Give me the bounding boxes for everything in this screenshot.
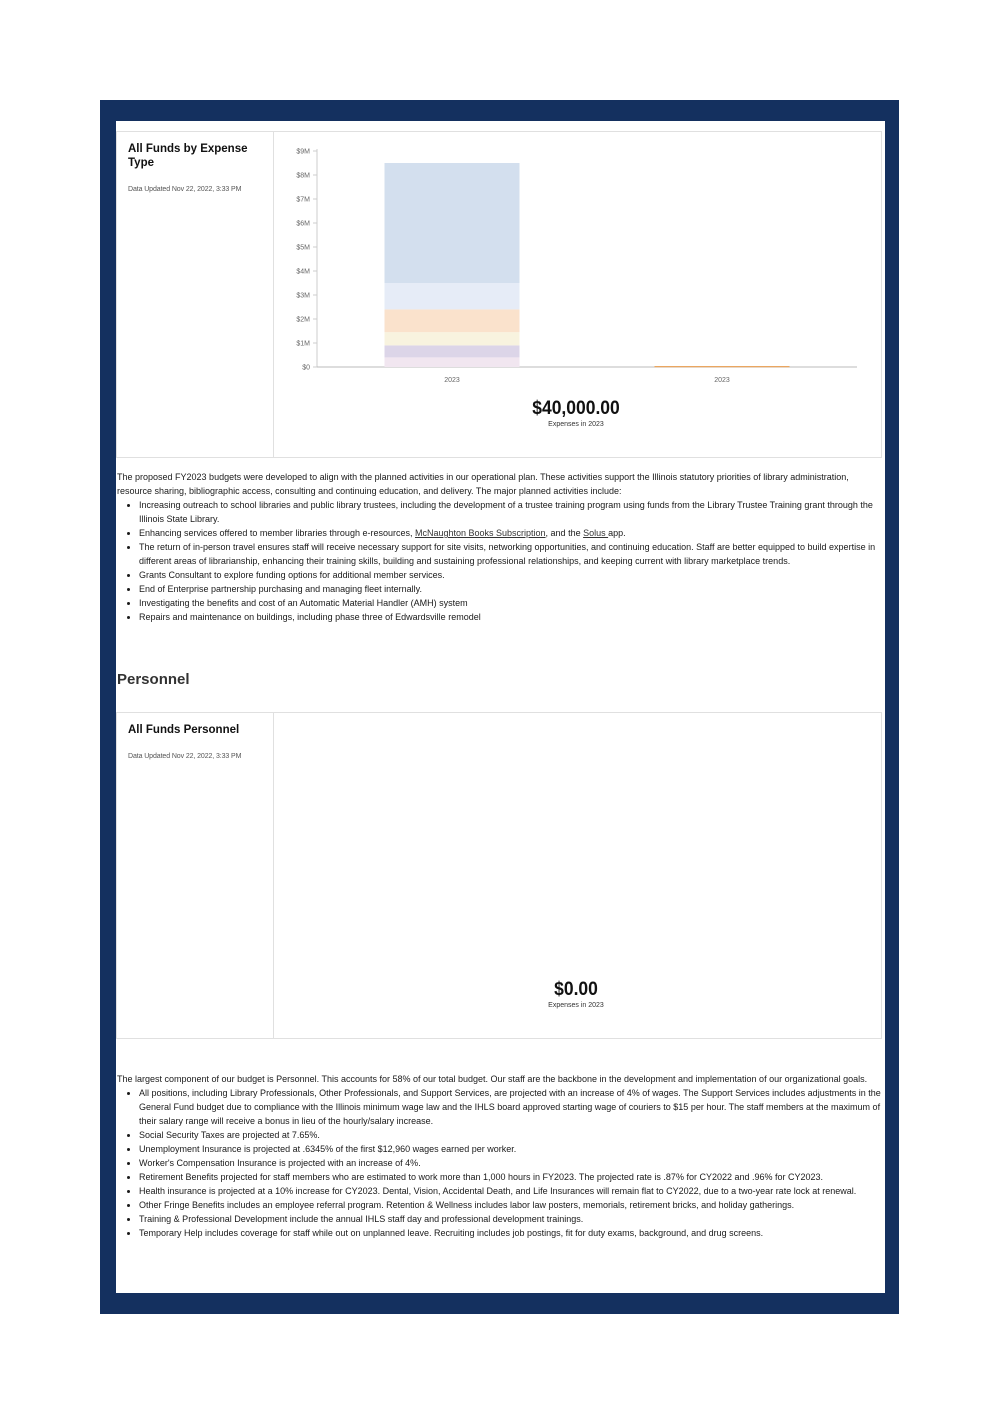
- list-item: • Grants Consultant to explore funding options for additional member services.: [139, 568, 881, 582]
- bar-segment: [385, 332, 520, 345]
- expense-total-label: Expenses in 2023: [548, 421, 604, 428]
- bar-segment: [385, 163, 520, 283]
- bar-segment: [655, 366, 790, 367]
- personnel-list: [117, 1086, 881, 1240]
- list-item: • Health insurance is projected at a 10% increase for CY2023. Dental, Vision, Accidental Death, and Life Insurances will remain flat to CY2022, due to a two-year rate lock at renewal.: [139, 1184, 881, 1198]
- expense-description: [117, 470, 881, 624]
- personnel-intro: The largest component of our budget is Personnel. This accounts for 58% of our total budget. Our staff are the backbone in the development and implementation of our organizational goals.: [117, 1074, 868, 1084]
- list-item: • Repairs and maintenance on buildings, including phase three of Edwardsville remodel: [139, 610, 881, 624]
- list-item: • Other Fringe Benefits includes an employee referral program. Retention & Wellness includes labor law posters, memorials, retirement bricks, and holiday gatherings.: [139, 1198, 881, 1212]
- bar-segment: [385, 357, 520, 367]
- activity-list: [117, 498, 881, 624]
- personnel-card: [116, 712, 882, 1039]
- y-tick-label: $3M: [296, 292, 310, 300]
- list-item: • End of Enterprise partnership purchasing and managing fleet internally.: [139, 582, 881, 596]
- list-item: • Training & Professional Development include the annual IHLS staff day and professional development trainings.: [139, 1212, 881, 1226]
- y-tick-label: $8M: [296, 172, 310, 180]
- personnel-heading: Personnel: [117, 671, 190, 688]
- data-updated-label: Data Updated Nov 22, 2022, 3:33 PM: [128, 186, 242, 193]
- card-title: All Funds by Expense Type: [128, 143, 248, 169]
- list-item: • Investigating the benefits and cost of an Automatic Material Handler (AMH) system: [139, 596, 881, 610]
- list-item: • Temporary Help includes coverage for staff while out on unplanned leave. Recruiting includes job postings, fit for duty exams, background, and drug screens.: [139, 1226, 881, 1240]
- y-tick-label: $6M: [296, 220, 310, 228]
- card-sidebar: [117, 713, 274, 1038]
- list-item: • All positions, including Library Professionals, Other Professionals, and Support Services, are projected with an increase of 4% of wages. The Support Services includes adjustments in the General Fund budget due to compliance with the Illinois minimum wage law and the IHLS board approved starting wage of couriers to $15 per hour. The staff members at the maximum of their salary range will receive a bonus in lieu of the hourly/salary increase.: [139, 1086, 881, 1128]
- expense-intro: The proposed FY2023 budgets were developed to align with the planned activities in our operational plan. These activities support the Illinois statutory priorities of library administration, resource sharing, bibliographic access, consulting and continuing education, and delivery. The major planned activities include:: [117, 472, 849, 496]
- list-item: [139, 526, 881, 540]
- data-updated-label: Data Updated Nov 22, 2022, 3:33 PM: [128, 753, 242, 760]
- personnel-total-amount: $0.00: [554, 979, 598, 1000]
- x-tick-label: 2023: [444, 377, 460, 384]
- bar-segment: [385, 309, 520, 332]
- list-item: • Unemployment Insurance is projected at .6345% of the first $12,960 wages earned per worker.: [139, 1142, 881, 1156]
- bar-segment: [385, 345, 520, 357]
- list-item: • The return of in-person travel ensures staff will receive necessary support for site visits, networking opportunities, and continuing education. Staff are better equipped to build expertise in different areas of librarianship, enhancing their training skills, building and sustaining professional relationships, and keeping current with library marketplace trends.: [139, 540, 881, 568]
- personnel-total-label: Expenses in 2023: [548, 1002, 604, 1009]
- personnel-description: [117, 1072, 881, 1240]
- list-item: • Worker's Compensation Insurance is projected with an increase of 4%.: [139, 1156, 881, 1170]
- y-tick-label: $0: [302, 364, 310, 372]
- expense-total-amount: $40,000.00: [532, 398, 620, 419]
- list-item-text: app.: [608, 528, 626, 538]
- y-tick-label: $1M: [296, 340, 310, 348]
- y-tick-label: $7M: [296, 196, 310, 204]
- mcnaughton-link[interactable]: McNaughton Books Subscription: [414, 528, 546, 538]
- expense-type-card: [116, 131, 882, 458]
- y-tick-label: $2M: [296, 316, 310, 324]
- list-item: • Increasing outreach to school libraries and public library trustees, including the development of a trustee training program using funds from the Library Trustee Training grant through the Illinois State Library.: [139, 498, 881, 526]
- solus-link[interactable]: Solus: [583, 528, 609, 538]
- card-title: All Funds Personnel: [128, 724, 240, 736]
- list-item-text: Enhancing services offered to member libraries through e-resources,: [139, 528, 415, 538]
- list-item: • Social Security Taxes are projected at 7.65%.: [139, 1128, 881, 1142]
- y-tick-label: $9M: [296, 148, 310, 156]
- card-sidebar: [117, 132, 274, 457]
- x-tick-label: 2023: [714, 377, 730, 384]
- expense-bar-chart: [277, 132, 877, 397]
- list-item: • Retirement Benefits projected for staff members who are estimated to work more than 1,000 hours in FY2023. The projected rate is .87% for CY2022 and .96% for CY2023.: [139, 1170, 881, 1184]
- list-item-text: , and the: [545, 528, 584, 538]
- y-tick-label: $5M: [296, 244, 310, 252]
- y-tick-label: $4M: [296, 268, 310, 276]
- bar-segment: [385, 283, 520, 309]
